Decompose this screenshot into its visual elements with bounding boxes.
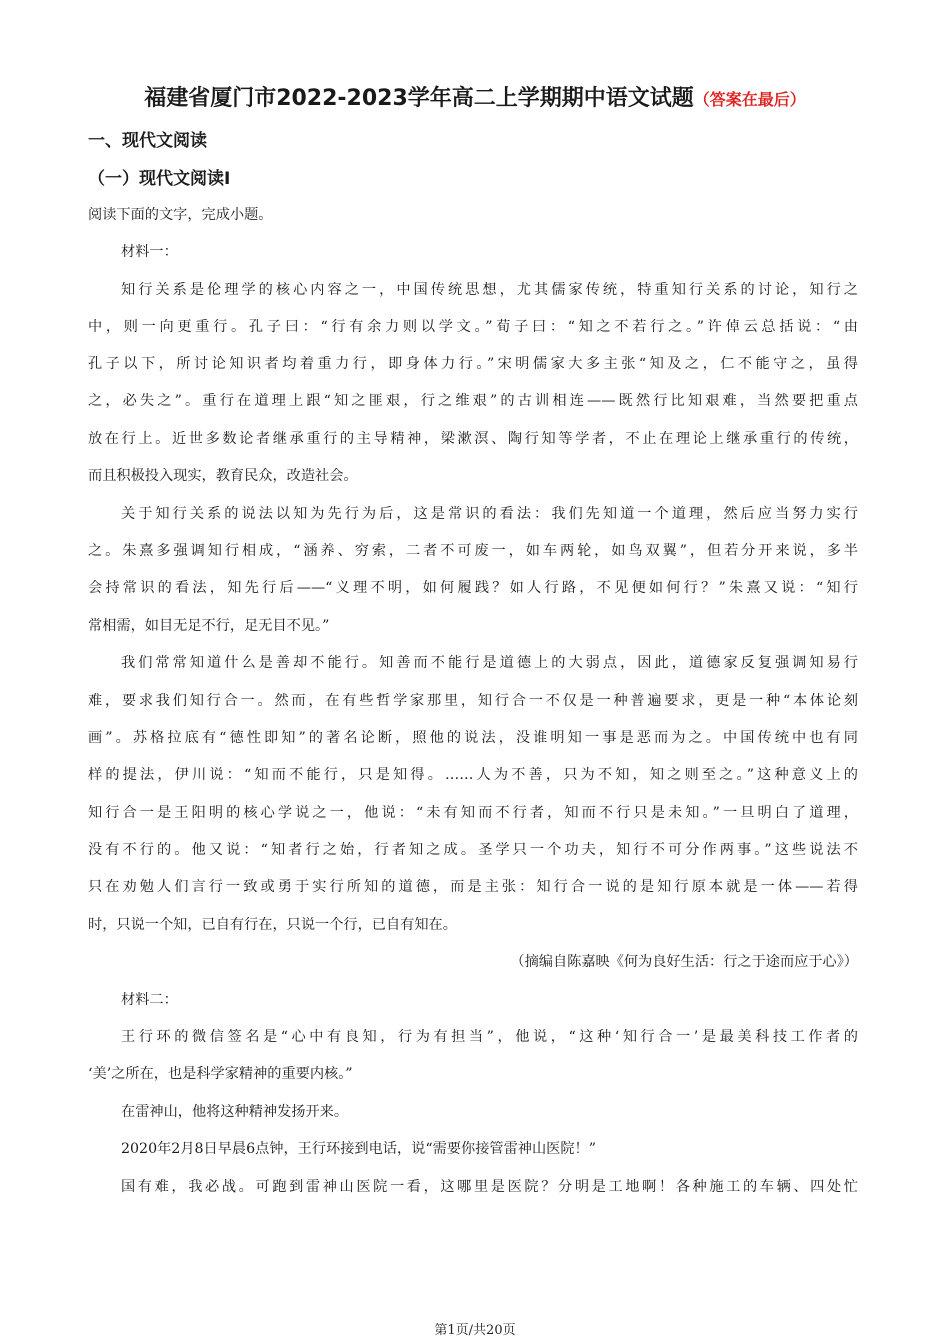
paragraph-line: 常相需，如目无足不行，足无目不见。” [88,618,330,634]
answer-note: （答案在最后） [693,90,806,109]
paragraph-line: 会持常识的看法，知先行后——“义理不明，如何履践？如人行路，不见便如何行？”朱熹又说：“知行 [88,580,858,596]
paragraph-line: 关于知行关系的说法以知为先行为后，这是常识的看法：我们先知道一个道理，然后应当努力实行 [121,506,858,522]
paragraph-line: 2020年2月8日早晨6点钟，王行环接到电话，说“需要你接管雷神山医院！” [121,1141,596,1157]
material-two-label: 材料二： [121,992,178,1008]
paragraph-line: 只在劝勉人们言行一致或勇于实行所知的道德，而是主张：知行合一说的是知行原本就是一体——若得 [88,879,858,895]
title-text: 福建省厦门市2022-2023学年高二上学期期中语文试题 [144,86,694,111]
source-citation: （摘编自陈嘉映《何为良好生活：行之于途而应于心》） [510,954,858,970]
paragraph-line: 国有难，我必战。可跑到雷神山医院一看，这哪里是医院？分明是工地啊！各种施工的车辆、四处忙 [121,1179,858,1195]
paragraph-line: 知行关系是伦理学的核心内容之一，中国传统思想，尤其儒家传统，特重知行关系的讨论，知行之 [121,282,858,298]
paragraph-line: 画”。苏格拉底有“德性即知”的著名论断，照他的说法，没谁明知一事是恶而为之。中国传统中也有同 [88,730,858,746]
paragraph-line: 时，只说一个知，已自有行在，只说一个行，已自有知在。 [88,917,457,933]
document-title [0,84,950,115]
page-number: 第1页/共20页 [434,1323,516,1338]
paragraph-line: 在雷神山，他将这种精神发扬开来。 [121,1104,349,1120]
paragraph-line: 王行环的微信签名是“心中有良知，行为有担当”，他说，“这种‘知行合一’是最美科技工作者的 [121,1029,858,1045]
paragraph-line: 样的提法，伊川说：“知而不能行，只是知得。……人为不善，只为不知，知之则至之。”这种意义上的 [88,767,858,783]
section-heading: 一、现代文阅读 [88,131,207,151]
paragraph-line: 没有不行的。他又说：“知者行之始，行者知之成。圣学只一个功夫，知行不可分作两事。”这些说法不 [88,842,858,858]
paragraph-line: 我们常常知道什么是善却不能行。知善而不能行是道德上的大弱点，因此，道德家反复强调知易行 [121,655,858,671]
paragraph-line: 中，则一向更重行。孔子曰：“行有余力则以学文。”荀子曰：“知之不若行之。”许倬云总括说：“由 [88,319,858,335]
paragraph-line: 难，要求我们知行合一。然而，在有些哲学家那里，知行合一不仅是一种普遍要求，更是一种“本体论刻 [88,693,858,709]
paragraph-line: 之。朱熹多强调知行相成，“涵养、穷索，二者不可废一，如车两轮，如鸟双翼”，但若分开来说，多半 [88,543,858,559]
instruction-text: 阅读下面的文字，完成小题。 [88,207,273,223]
paragraph-line: 孔子以下，所讨论知识者均着重力行，即身体力行。”宋明儒家大多主张“知及之，仁不能守之，虽得 [88,356,858,372]
paragraph-line: 之，必失之”。重行在道理上跟“知之匪艰，行之维艰”的古训相连——既然行比知艰难，当然要把重点 [88,393,858,409]
paragraph-line: 而且积极投入现实，教育民众，改造社会。 [88,468,358,484]
paragraph-line: ‘美’之所在，也是科学家精神的重要内核。” [88,1066,353,1082]
paragraph-line: 放在行上。近世多数论者继承重行的主导精神，梁漱溟、陶行知等学者，不止在理论上继承重行的传统， [88,431,858,447]
paragraph-line: 知行合一是王阳明的核心学说之一，他说：“未有知而不行者，知而不行只是未知。”一旦明白了道理， [88,805,858,821]
material-one-label: 材料一： [121,244,178,260]
subsection-heading: （一）现代文阅读Ⅰ [88,169,231,189]
